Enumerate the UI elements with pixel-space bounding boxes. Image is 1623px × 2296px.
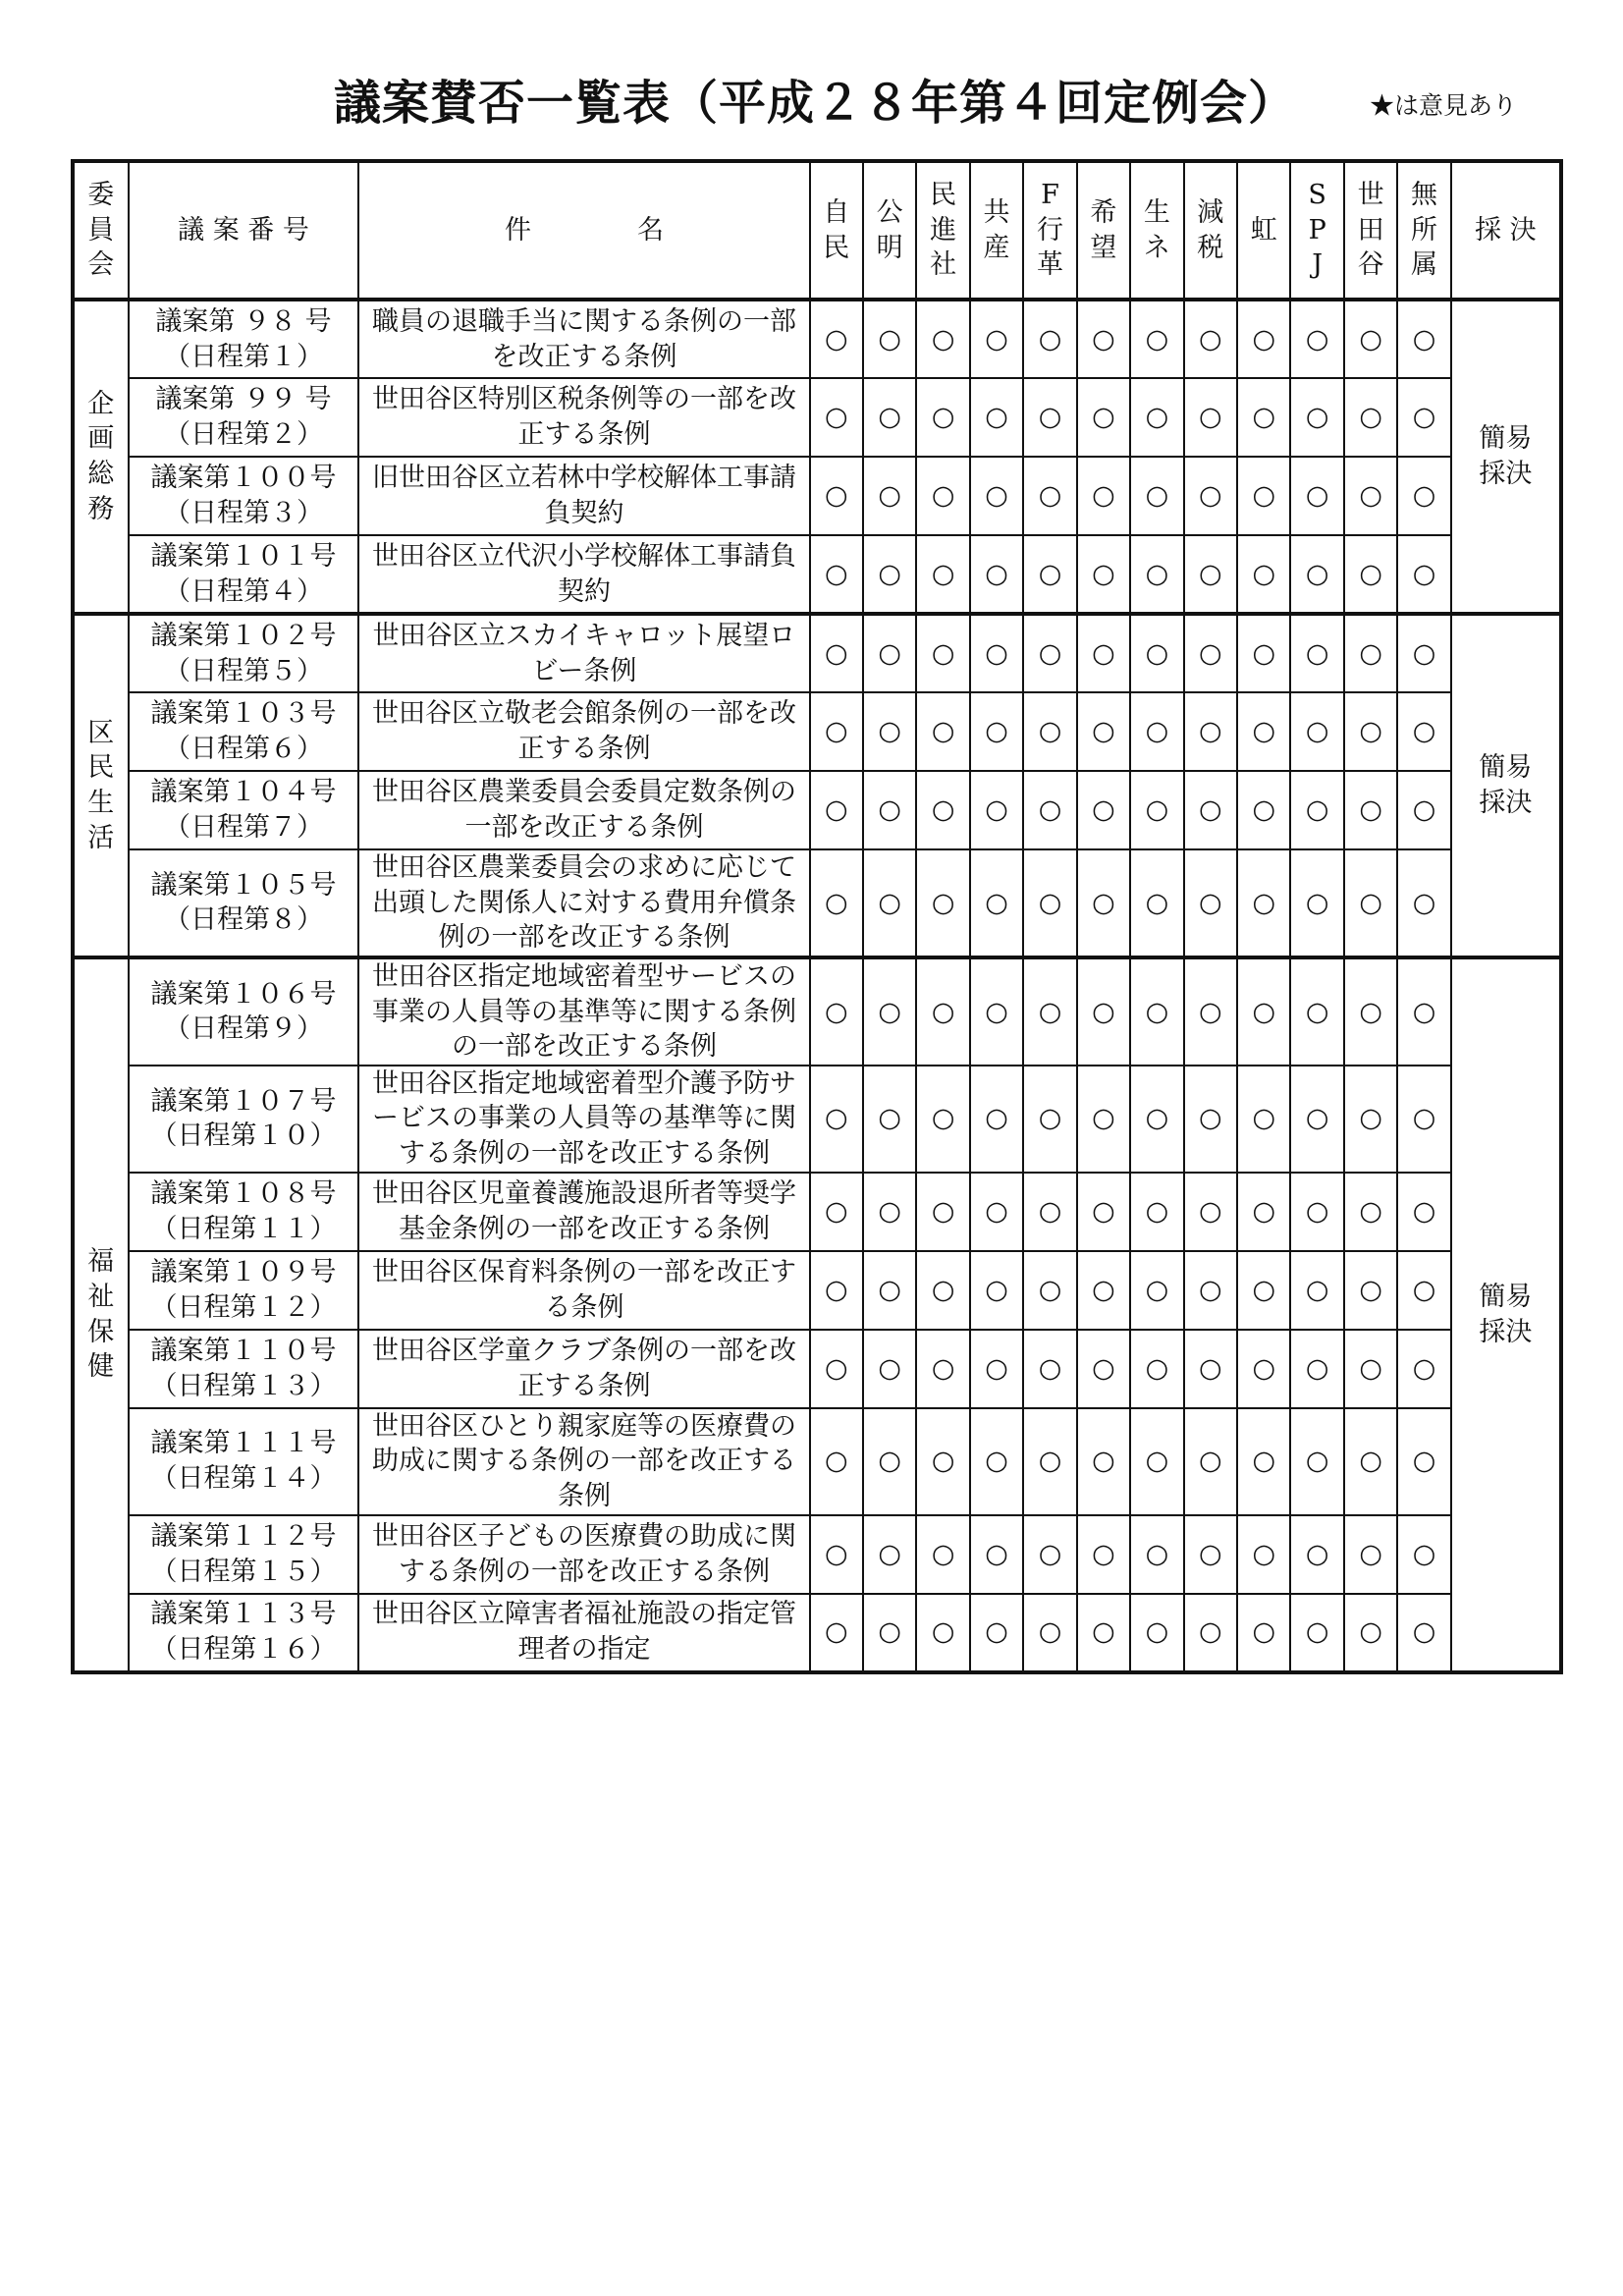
vote-mark: ○: [1184, 378, 1237, 457]
vote-mark: ○: [1344, 771, 1397, 849]
vote-mark: ○: [863, 378, 916, 457]
vote-mark: ○: [1023, 1515, 1076, 1594]
vote-mark: ○: [1237, 1066, 1290, 1173]
vote-mark: ○: [916, 957, 969, 1066]
vote-mark: ○: [1237, 771, 1290, 849]
vote-mark: ○: [1023, 1330, 1076, 1408]
vote-mark: ○: [1130, 957, 1183, 1066]
party-header: 公 明: [863, 161, 916, 300]
bill-number-cell: [129, 957, 359, 1066]
vote-mark: ○: [1290, 849, 1343, 957]
vote-mark: ○: [1344, 378, 1397, 457]
vote-mark: ○: [1184, 957, 1237, 1066]
committee-cell: 企 画 総 務: [73, 300, 129, 614]
vote-mark: ○: [1290, 692, 1343, 771]
vote-mark: ○: [1077, 457, 1130, 535]
schedule-number: （日程第９）: [164, 1013, 323, 1045]
vote-mark: ○: [1344, 692, 1397, 771]
vote-mark: ○: [863, 300, 916, 378]
bill-number-cell: [129, 771, 359, 849]
schedule-number: （日程第１）: [164, 341, 323, 372]
schedule-number: （日程第１１）: [150, 1213, 337, 1244]
bill-number-cell: [129, 300, 359, 378]
vote-mark: ○: [1077, 378, 1130, 457]
bill-number: 議案第１０５号: [150, 869, 337, 901]
vote-mark: ○: [1130, 1330, 1183, 1408]
vote-mark: ○: [1184, 1330, 1237, 1408]
header-row: [73, 161, 1561, 300]
bill-name: 世田谷区児童養護施設退所者等奨学基金条例の一部を改正する条例: [358, 1173, 809, 1251]
party-header: 減 税: [1184, 161, 1237, 300]
schedule-number: （日程第８）: [164, 904, 323, 936]
table-row: [73, 457, 1561, 535]
vote-table: [71, 159, 1563, 1674]
bill-number: 議案第１０６号: [150, 978, 337, 1010]
schedule-number: （日程第１３）: [150, 1370, 337, 1401]
table-row: [73, 849, 1561, 957]
bill-number: 議案第１０９号: [150, 1257, 337, 1287]
vote-mark: ○: [970, 957, 1023, 1066]
vote-mark: ○: [1077, 1173, 1130, 1251]
party-header: 世 田 谷: [1344, 161, 1397, 300]
decision-cell: 簡易 採決: [1451, 300, 1561, 614]
vote-mark: ○: [810, 1408, 863, 1515]
vote-mark: ○: [1184, 1066, 1237, 1173]
vote-mark: ○: [810, 457, 863, 535]
vote-mark: ○: [810, 849, 863, 957]
bill-number-cell: [129, 535, 359, 614]
vote-mark: ○: [1237, 535, 1290, 614]
vote-mark: ○: [1290, 1594, 1343, 1672]
vote-mark: ○: [1077, 300, 1130, 378]
bill-number-cell: [129, 614, 359, 692]
vote-mark: ○: [1130, 457, 1183, 535]
bill-number: 議案第１０２号: [150, 620, 337, 651]
bill-number-cell: [129, 1408, 359, 1515]
vote-mark: ○: [1077, 535, 1130, 614]
vote-mark: ○: [970, 1408, 1023, 1515]
vote-mark: ○: [916, 1173, 969, 1251]
vote-mark: ○: [1290, 1066, 1343, 1173]
vote-mark: ○: [1023, 1408, 1076, 1515]
vote-mark: ○: [970, 1515, 1023, 1594]
bill-number-cell: [129, 1066, 359, 1173]
vote-mark: ○: [1130, 849, 1183, 957]
vote-mark: ○: [1077, 1594, 1130, 1672]
vote-mark: ○: [810, 1173, 863, 1251]
bill-number: 議案第 ９９ 号: [155, 384, 332, 415]
vote-mark: ○: [970, 771, 1023, 849]
vote-mark: ○: [1184, 1594, 1237, 1672]
bill-name: 世田谷区農業委員会の求めに応じて出頭した関係人に対する費用弁償条例の一部を改正する条例: [358, 849, 809, 957]
vote-mark: ○: [810, 378, 863, 457]
schedule-number: （日程第１０）: [150, 1121, 337, 1152]
vote-mark: ○: [810, 1066, 863, 1173]
vote-mark: ○: [1130, 1251, 1183, 1330]
vote-mark: ○: [1023, 849, 1076, 957]
bill-name: 世田谷区指定地域密着型介護予防サービスの事業の人員等の基準等に関する条例の一部を改正する条例: [358, 1066, 809, 1173]
vote-mark: ○: [1184, 1515, 1237, 1594]
schedule-number: （日程第６）: [164, 734, 323, 764]
vote-mark: ○: [1130, 1594, 1183, 1672]
vote-mark: ○: [970, 378, 1023, 457]
vote-mark: ○: [1184, 1251, 1237, 1330]
vote-mark: ○: [1077, 692, 1130, 771]
vote-mark: ○: [1237, 614, 1290, 692]
vote-mark: ○: [810, 300, 863, 378]
vote-mark: ○: [1184, 300, 1237, 378]
vote-mark: ○: [863, 957, 916, 1066]
vote-mark: ○: [863, 1330, 916, 1408]
vote-mark: ○: [1344, 614, 1397, 692]
header-decision: 採 決: [1451, 161, 1561, 300]
bill-number: 議案第１１２号: [150, 1520, 337, 1552]
vote-mark: ○: [1290, 378, 1343, 457]
vote-mark: ○: [916, 849, 969, 957]
party-header: 自 民: [810, 161, 863, 300]
vote-mark: ○: [863, 614, 916, 692]
vote-mark: ○: [1237, 1408, 1290, 1515]
party-header: F 行 革: [1023, 161, 1076, 300]
vote-mark: ○: [810, 1330, 863, 1408]
schedule-number: （日程第１２）: [150, 1291, 337, 1323]
vote-mark: ○: [1184, 692, 1237, 771]
bill-number: 議案第１１０号: [150, 1336, 337, 1366]
vote-mark: ○: [1237, 849, 1290, 957]
vote-mark: ○: [863, 692, 916, 771]
table-row: [73, 1515, 1561, 1594]
vote-mark: ○: [810, 1594, 863, 1672]
vote-mark: ○: [1130, 1173, 1183, 1251]
bill-name: 世田谷区農業委員会委員定数条例の一部を改正する条例: [358, 771, 809, 849]
vote-mark: ○: [1023, 535, 1076, 614]
party-header: 生 ネ: [1130, 161, 1183, 300]
vote-mark: ○: [1023, 1251, 1076, 1330]
schedule-number: （日程第１４）: [150, 1463, 337, 1495]
vote-mark: ○: [1397, 1066, 1450, 1173]
bill-name: 世田谷区立障害者福祉施設の指定管理者の指定: [358, 1594, 809, 1672]
decision-cell: 簡易 採決: [1451, 614, 1561, 957]
vote-mark: ○: [1130, 1515, 1183, 1594]
vote-mark: ○: [1237, 1330, 1290, 1408]
vote-mark: ○: [1344, 1066, 1397, 1173]
page-title: 議案賛否一覧表（平成２８年第４回定例会）: [334, 76, 1297, 131]
vote-mark: ○: [916, 771, 969, 849]
vote-mark: ○: [970, 1251, 1023, 1330]
vote-mark: ○: [1397, 1330, 1450, 1408]
vote-mark: ○: [1023, 771, 1076, 849]
vote-mark: ○: [1023, 614, 1076, 692]
vote-mark: ○: [863, 1408, 916, 1515]
bill-number: 議案第１０３号: [150, 698, 337, 730]
vote-mark: ○: [1397, 378, 1450, 457]
vote-mark: ○: [1397, 957, 1450, 1066]
vote-mark: ○: [916, 535, 969, 614]
vote-mark: ○: [863, 1173, 916, 1251]
bill-number: 議案第 ９８ 号: [155, 305, 332, 337]
vote-mark: ○: [1344, 957, 1397, 1066]
bill-number: 議案第１１３号: [150, 1599, 337, 1630]
vote-mark: ○: [1397, 849, 1450, 957]
bill-number-cell: [129, 1173, 359, 1251]
legend-note: ★は意見あり: [1370, 91, 1518, 120]
vote-mark: ○: [1023, 1594, 1076, 1672]
vote-mark: ○: [1397, 1251, 1450, 1330]
vote-mark: ○: [863, 457, 916, 535]
vote-mark: ○: [1290, 1408, 1343, 1515]
vote-mark: ○: [1184, 614, 1237, 692]
vote-mark: ○: [1290, 1173, 1343, 1251]
table-row: [73, 1408, 1561, 1515]
vote-mark: ○: [1344, 849, 1397, 957]
schedule-number: （日程第４）: [164, 575, 323, 607]
vote-mark: ○: [1397, 1515, 1450, 1594]
vote-mark: ○: [1023, 692, 1076, 771]
vote-mark: ○: [1290, 1515, 1343, 1594]
vote-mark: ○: [970, 614, 1023, 692]
vote-mark: ○: [1077, 1408, 1130, 1515]
bill-number: 議案第１１１号: [150, 1428, 337, 1459]
vote-mark: ○: [1397, 1594, 1450, 1672]
table-row: [73, 1066, 1561, 1173]
bill-number-cell: [129, 1515, 359, 1594]
vote-mark: ○: [916, 614, 969, 692]
vote-mark: ○: [1184, 771, 1237, 849]
vote-mark: ○: [1023, 1066, 1076, 1173]
vote-mark: ○: [1023, 957, 1076, 1066]
vote-mark: ○: [810, 771, 863, 849]
vote-mark: ○: [1344, 535, 1397, 614]
vote-mark: ○: [1290, 771, 1343, 849]
vote-mark: ○: [1397, 300, 1450, 378]
vote-mark: ○: [1023, 378, 1076, 457]
schedule-number: （日程第３）: [164, 498, 323, 528]
bill-number-cell: [129, 849, 359, 957]
vote-mark: ○: [1397, 614, 1450, 692]
party-header: 虹: [1237, 161, 1290, 300]
vote-mark: ○: [916, 1330, 969, 1408]
vote-mark: ○: [970, 849, 1023, 957]
vote-mark: ○: [916, 378, 969, 457]
table-row: [73, 771, 1561, 849]
vote-mark: ○: [1344, 1330, 1397, 1408]
vote-mark: ○: [1344, 1251, 1397, 1330]
vote-mark: ○: [970, 1594, 1023, 1672]
table-row: [73, 1251, 1561, 1330]
vote-mark: ○: [1077, 849, 1130, 957]
bill-name: 職員の退職手当に関する条例の一部を改正する条例: [358, 300, 809, 378]
bill-name: 世田谷区子どもの医療費の助成に関する条例の一部を改正する条例: [358, 1515, 809, 1594]
header-committee: 委 員 会: [73, 161, 129, 300]
vote-mark: ○: [1290, 1330, 1343, 1408]
bill-number-cell: [129, 692, 359, 771]
vote-mark: ○: [1397, 771, 1450, 849]
vote-mark: ○: [1237, 457, 1290, 535]
schedule-number: （日程第７）: [164, 812, 323, 843]
vote-mark: ○: [1344, 457, 1397, 535]
vote-mark: ○: [810, 1251, 863, 1330]
vote-mark: ○: [810, 692, 863, 771]
vote-mark: ○: [1077, 771, 1130, 849]
committee-cell: 福 祉 保 健: [73, 957, 129, 1672]
vote-mark: ○: [916, 1408, 969, 1515]
vote-mark: ○: [1344, 300, 1397, 378]
vote-mark: ○: [863, 771, 916, 849]
vote-mark: ○: [1344, 1515, 1397, 1594]
bill-number-cell: [129, 1330, 359, 1408]
bill-number-cell: [129, 1594, 359, 1672]
vote-mark: ○: [1344, 1408, 1397, 1515]
vote-mark: ○: [1023, 1173, 1076, 1251]
vote-mark: ○: [1237, 1173, 1290, 1251]
bill-number: 議案第１０４号: [150, 777, 337, 808]
bill-name: 世田谷区学童クラブ条例の一部を改正する条例: [358, 1330, 809, 1408]
table-row: [73, 300, 1561, 378]
vote-mark: ○: [1077, 1330, 1130, 1408]
vote-mark: ○: [1130, 535, 1183, 614]
vote-mark: ○: [1237, 1251, 1290, 1330]
vote-mark: ○: [810, 957, 863, 1066]
bill-name: 世田谷区特別区税条例等の一部を改正する条例: [358, 378, 809, 457]
schedule-number: （日程第２）: [164, 419, 323, 450]
vote-mark: ○: [1023, 300, 1076, 378]
bill-number-cell: [129, 378, 359, 457]
vote-mark: ○: [1397, 692, 1450, 771]
vote-mark: ○: [1184, 457, 1237, 535]
vote-mark: ○: [1077, 1515, 1130, 1594]
vote-mark: ○: [1397, 1173, 1450, 1251]
vote-mark: ○: [1130, 1408, 1183, 1515]
bill-name: 旧世田谷区立若林中学校解体工事請負契約: [358, 457, 809, 535]
bill-number: 議案第１００号: [150, 463, 337, 494]
vote-mark: ○: [970, 1066, 1023, 1173]
bill-name: 世田谷区指定地域密着型サービスの事業の人員等の基準等に関する条例の一部を改正する条例: [358, 957, 809, 1066]
party-header: 民 進 社: [916, 161, 969, 300]
schedule-number: （日程第１６）: [150, 1634, 337, 1665]
party-header: 希 望: [1077, 161, 1130, 300]
vote-mark: ○: [916, 300, 969, 378]
party-header: S P J: [1290, 161, 1343, 300]
vote-mark: ○: [970, 300, 1023, 378]
bill-number: 議案第１０１号: [150, 540, 337, 572]
vote-mark: ○: [1130, 1066, 1183, 1173]
vote-mark: ○: [916, 1066, 969, 1173]
vote-mark: ○: [863, 535, 916, 614]
vote-mark: ○: [916, 1515, 969, 1594]
table-row: [73, 378, 1561, 457]
bill-number-cell: [129, 1251, 359, 1330]
decision-cell: 簡易 採決: [1451, 957, 1561, 1672]
vote-mark: ○: [1237, 1594, 1290, 1672]
vote-mark: ○: [1290, 614, 1343, 692]
bill-name: 世田谷区保育料条例の一部を改正する条例: [358, 1251, 809, 1330]
schedule-number: （日程第５）: [164, 655, 323, 686]
vote-mark: ○: [810, 614, 863, 692]
vote-mark: ○: [970, 457, 1023, 535]
header-number: 議 案 番 号: [129, 161, 359, 300]
vote-mark: ○: [970, 1173, 1023, 1251]
table-row: [73, 535, 1561, 614]
table-row: [73, 1330, 1561, 1408]
vote-mark: ○: [916, 1251, 969, 1330]
bill-name: 世田谷区立スカイキャロット展望ロビー条例: [358, 614, 809, 692]
schedule-number: （日程第１５）: [150, 1556, 337, 1587]
vote-mark: ○: [1130, 378, 1183, 457]
vote-mark: ○: [1237, 692, 1290, 771]
vote-mark: ○: [1397, 457, 1450, 535]
table-row: [73, 1173, 1561, 1251]
bill-name: 世田谷区立敬老会館条例の一部を改正する条例: [358, 692, 809, 771]
bill-number-cell: [129, 457, 359, 535]
table-row: [73, 1594, 1561, 1672]
table-row: [73, 614, 1561, 692]
party-header: 共 産: [970, 161, 1023, 300]
table-body: [73, 300, 1561, 1672]
vote-mark: ○: [1344, 1594, 1397, 1672]
vote-mark: ○: [970, 1330, 1023, 1408]
vote-mark: ○: [1290, 535, 1343, 614]
vote-mark: ○: [1184, 849, 1237, 957]
vote-mark: ○: [916, 1594, 969, 1672]
vote-mark: ○: [916, 692, 969, 771]
table-row: [73, 957, 1561, 1066]
vote-mark: ○: [1237, 378, 1290, 457]
vote-mark: ○: [810, 1515, 863, 1594]
vote-mark: ○: [1130, 300, 1183, 378]
vote-mark: ○: [1130, 771, 1183, 849]
vote-mark: ○: [970, 692, 1023, 771]
header-name: 件 名: [358, 161, 809, 300]
party-header: 無 所 属: [1397, 161, 1450, 300]
vote-mark: ○: [863, 1594, 916, 1672]
bill-name: 世田谷区ひとり親家庭等の医療費の助成に関する条例の一部を改正する条例: [358, 1408, 809, 1515]
vote-mark: ○: [863, 849, 916, 957]
vote-mark: ○: [1130, 614, 1183, 692]
vote-mark: ○: [1290, 1251, 1343, 1330]
vote-mark: ○: [970, 535, 1023, 614]
committee-cell: 区 民 生 活: [73, 614, 129, 957]
vote-mark: ○: [810, 535, 863, 614]
vote-mark: ○: [1290, 957, 1343, 1066]
vote-mark: ○: [1077, 957, 1130, 1066]
vote-mark: ○: [863, 1251, 916, 1330]
vote-mark: ○: [1344, 1173, 1397, 1251]
bill-name: 世田谷区立代沢小学校解体工事請負契約: [358, 535, 809, 614]
vote-mark: ○: [1397, 1408, 1450, 1515]
vote-mark: ○: [1237, 1515, 1290, 1594]
vote-mark: ○: [1184, 535, 1237, 614]
bill-number: 議案第１０８号: [150, 1178, 337, 1209]
vote-mark: ○: [1077, 1251, 1130, 1330]
vote-mark: ○: [1077, 614, 1130, 692]
vote-mark: ○: [1237, 957, 1290, 1066]
table-row: [73, 692, 1561, 771]
vote-mark: ○: [1184, 1173, 1237, 1251]
bill-number: 議案第１０７号: [150, 1085, 337, 1117]
vote-mark: ○: [863, 1515, 916, 1594]
vote-mark: ○: [1290, 300, 1343, 378]
vote-mark: ○: [863, 1066, 916, 1173]
vote-mark: ○: [1290, 457, 1343, 535]
vote-mark: ○: [1023, 457, 1076, 535]
vote-mark: ○: [1237, 300, 1290, 378]
vote-mark: ○: [1184, 1408, 1237, 1515]
vote-mark: ○: [916, 457, 969, 535]
vote-mark: ○: [1077, 1066, 1130, 1173]
vote-mark: ○: [1397, 535, 1450, 614]
vote-mark: ○: [1130, 692, 1183, 771]
